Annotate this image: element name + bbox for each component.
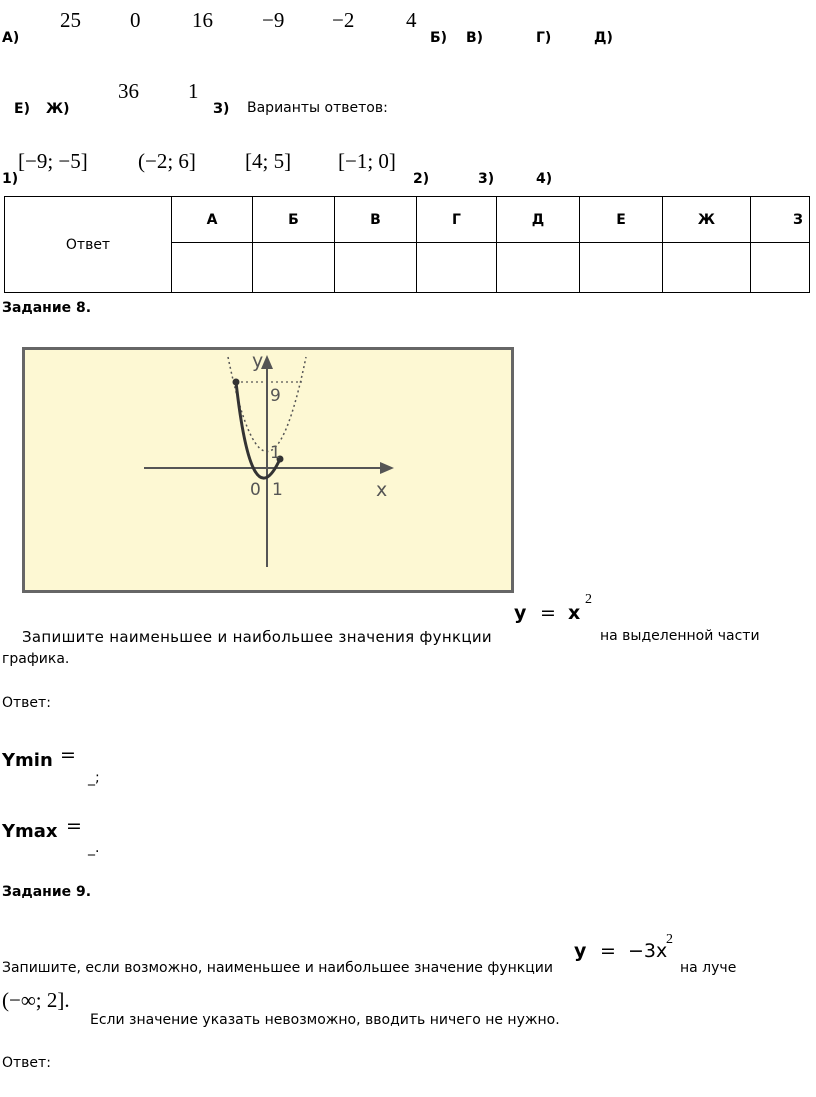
endpoint-left bbox=[233, 379, 240, 386]
header-zh: Ж bbox=[663, 197, 751, 243]
task9-formula-eq: = bbox=[600, 940, 616, 962]
formula-x: x bbox=[568, 602, 581, 624]
interval-1: [−9; −5] bbox=[18, 149, 88, 173]
answer-table bbox=[4, 196, 810, 293]
header-a: А bbox=[172, 197, 253, 243]
task8-answer-label: Ответ: bbox=[2, 695, 51, 711]
task9-formula-exp: 2 bbox=[666, 932, 673, 947]
value-d: −2 bbox=[332, 8, 355, 32]
origin-label: 0 bbox=[250, 480, 261, 500]
value-e: 4 bbox=[406, 8, 417, 32]
answer-cell-e[interactable] bbox=[580, 243, 663, 293]
task9-ray: (−∞; 2]. bbox=[2, 988, 70, 1012]
y-axis-label: y bbox=[252, 350, 264, 372]
task9-prompt: Запишите, если возможно, наименьшее и наибольшее значение функции bbox=[2, 960, 553, 976]
task8-prompt-cont: на выделенной части bbox=[600, 628, 760, 644]
value-a: 25 bbox=[60, 8, 81, 32]
answer-cell-v[interactable] bbox=[335, 243, 417, 293]
x-axis-label: x bbox=[376, 479, 388, 501]
option-label-3: 3) bbox=[478, 171, 495, 187]
tick-9: 9 bbox=[270, 386, 281, 406]
task8-prompt: Запишите наименьшее и наибольшее значения функции bbox=[22, 628, 492, 646]
ymax-label: Ymax bbox=[2, 821, 58, 842]
answer-cell-b[interactable] bbox=[253, 243, 335, 293]
parabola-graph bbox=[22, 347, 514, 593]
formula-y: y bbox=[514, 602, 527, 624]
label-b: Б) bbox=[430, 30, 448, 46]
task9-title: Задание 9. bbox=[2, 884, 92, 900]
task8-title: Задание 8. bbox=[2, 300, 92, 316]
ymax-eq: = bbox=[66, 815, 82, 837]
label-zh: Ж) bbox=[46, 101, 70, 117]
label-g: Г) bbox=[536, 30, 552, 46]
value-z: 1 bbox=[188, 79, 199, 103]
value-b: 0 bbox=[130, 8, 141, 32]
interval-4: [−1; 0] bbox=[338, 149, 396, 173]
tick-1-y: 1 bbox=[270, 443, 281, 463]
interval-3: [4; 5] bbox=[245, 149, 292, 173]
task9-formula-y: y bbox=[574, 940, 587, 962]
task9-note: Если значение указать невозможно, вводить ничего не нужно. bbox=[90, 1012, 560, 1028]
interval-2: (−2; 6] bbox=[138, 149, 196, 173]
option-label-1: 1) bbox=[2, 171, 19, 187]
header-g: Г bbox=[417, 197, 497, 243]
header-b: Б bbox=[253, 197, 335, 243]
task9-formula-rhs: −3x bbox=[628, 940, 668, 962]
option-label-2: 2) bbox=[413, 171, 430, 187]
option-label-4: 4) bbox=[536, 171, 553, 187]
value-zh: 36 bbox=[118, 79, 139, 103]
value-g: −9 bbox=[262, 8, 285, 32]
answer-cell-d[interactable] bbox=[497, 243, 580, 293]
label-a: А) bbox=[2, 30, 20, 46]
answer-cell-g[interactable] bbox=[417, 243, 497, 293]
ymax-input[interactable]: _. bbox=[88, 840, 100, 856]
answer-cell-z[interactable] bbox=[751, 243, 810, 293]
header-e: Е bbox=[580, 197, 663, 243]
formula-exp: 2 bbox=[585, 592, 592, 607]
answer-cell-zh[interactable] bbox=[663, 243, 751, 293]
ymin-label: Ymin bbox=[2, 750, 53, 771]
ymin-input[interactable]: _; bbox=[88, 770, 100, 786]
options-caption: Варианты ответов: bbox=[247, 100, 388, 116]
label-v: В) bbox=[466, 30, 484, 46]
label-d: Д) bbox=[594, 30, 613, 46]
answer-row-label: Ответ bbox=[5, 197, 172, 293]
header-d: Д bbox=[497, 197, 580, 243]
formula-eq: = bbox=[540, 602, 556, 624]
value-v: 16 bbox=[192, 8, 213, 32]
tick-1-x: 1 bbox=[272, 480, 283, 500]
task9-answer-label: Ответ: bbox=[2, 1055, 51, 1071]
answer-cell-a[interactable] bbox=[172, 243, 253, 293]
ymin-eq: = bbox=[60, 744, 76, 766]
header-v: В bbox=[335, 197, 417, 243]
label-e: Е) bbox=[14, 101, 30, 117]
task9-prompt-cont: на луче bbox=[680, 960, 737, 976]
label-z: З) bbox=[213, 101, 230, 117]
header-z: З bbox=[751, 197, 810, 243]
task8-prompt-end: графика. bbox=[2, 651, 70, 667]
